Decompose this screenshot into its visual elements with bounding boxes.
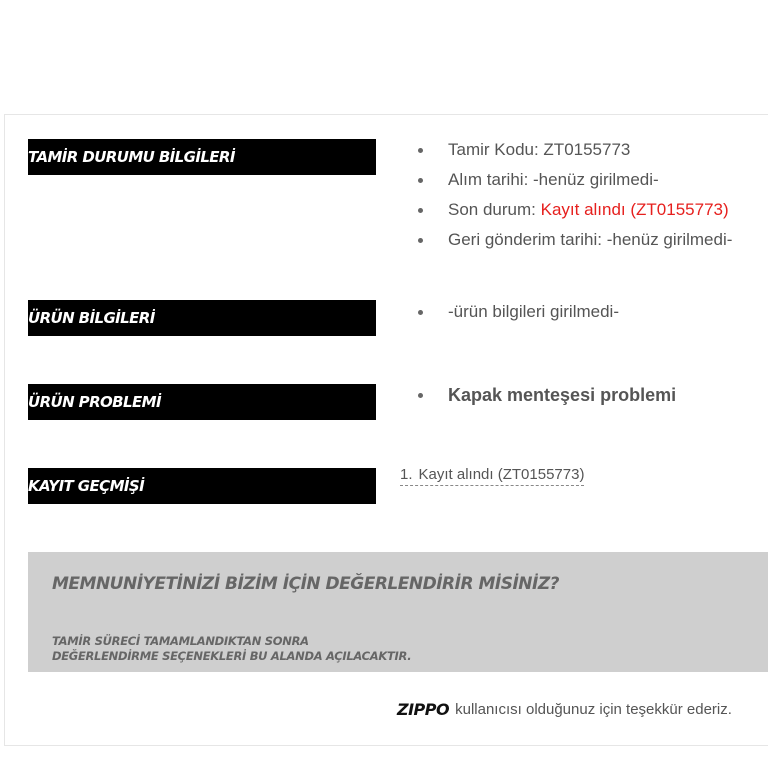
section-label-product-info: ÜRÜN BİLGİLERİ — [28, 300, 376, 336]
history-entry[interactable] — [400, 466, 584, 486]
list-item-product-info: -ürün bilgileri girilmedi- — [416, 297, 619, 327]
product-info-list — [416, 297, 619, 327]
current-status-value: Kayıt alındı (ZT0155773) — [540, 200, 729, 219]
list-item-product-problem: Kapak menteşesi problemi — [416, 380, 676, 410]
rating-note-line-1: TAMİR SÜRECİ TAMAMLANDIKTAN SONRA — [52, 634, 309, 648]
rating-note — [52, 634, 652, 664]
zippo-logo: ZIPPO — [397, 700, 450, 719]
history-entry-text: Kayıt alındı (ZT0155773) — [418, 466, 585, 483]
list-item-current-status — [416, 195, 732, 225]
rating-title: MEMNUNİYETİNİZİ BİZİM İÇİN DEĞERLENDİRİR MİSİNİZ? — [52, 574, 560, 594]
repair-status-list — [416, 135, 732, 255]
section-label-record-history: KAYIT GEÇMİŞİ — [28, 468, 376, 504]
rating-panel — [28, 552, 768, 672]
product-problem-list — [416, 380, 676, 410]
rating-note-line-2: DEĞERLENDİRME SEÇENEKLERİ BU ALANDA AÇILACAKTIR. — [52, 649, 412, 663]
section-label-repair-status: TAMİR DURUMU BİLGİLERİ — [28, 139, 376, 175]
list-item-repair-code: Tamir Kodu: ZT0155773 — [416, 135, 732, 165]
footer-text: kullanıcısı olduğunuz için teşekkür ederiz. — [455, 701, 732, 718]
footer-thanks — [397, 700, 732, 719]
history-entry-number: 1. — [400, 466, 413, 483]
list-item-purchase-date: Alım tarihi: -henüz girilmedi- — [416, 165, 732, 195]
current-status-prefix: Son durum: — [448, 200, 541, 219]
list-item-return-date: Geri gönderim tarihi: -henüz girilmedi- — [416, 225, 732, 255]
section-label-product-problem: ÜRÜN PROBLEMİ — [28, 384, 376, 420]
